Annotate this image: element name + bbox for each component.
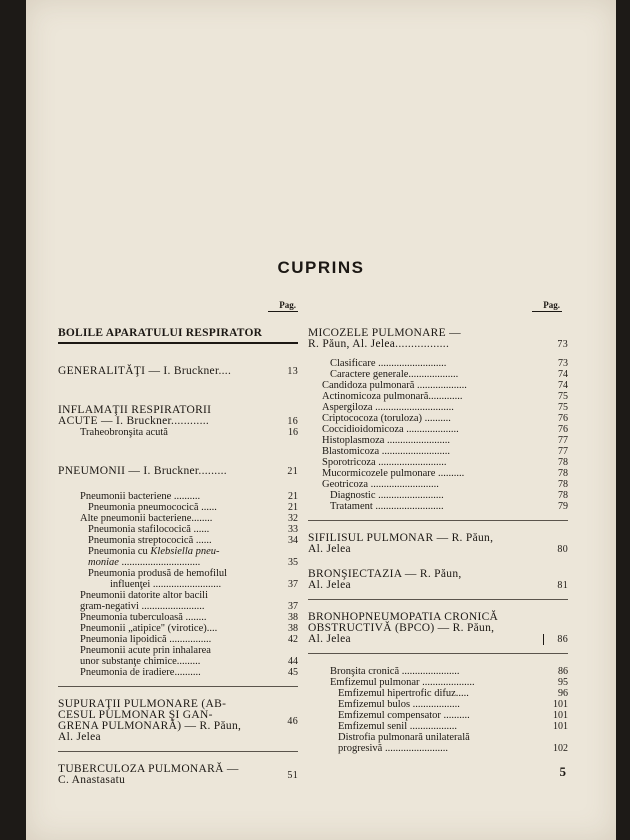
toc-entry: Pneumonia cu Klebsiella pneu- moniae .............................. 35 <box>88 546 298 568</box>
toc-right-column <box>308 300 568 754</box>
toc-entry: Emfizemul senil .................. 101 <box>338 721 568 732</box>
toc-entry: Pneumonia tuberculoasă ........ 38 <box>80 612 298 623</box>
toc-entry: Histoplasmoza ........................ 77 <box>322 435 568 446</box>
toc-entry: Pneumonia produsă de hemofilul influenţei .......................... 37 <box>88 568 298 590</box>
toc-entry: Pneumonia lipoidică ................ 42 <box>80 634 298 645</box>
divider <box>58 686 298 687</box>
toc-entry: Pneumonia streptococică ...... 34 <box>88 535 298 546</box>
toc-entry: Pneumonia stafilococică ...... 33 <box>88 524 298 535</box>
toc-entry: Sporotricoza .......................... 78 <box>322 457 568 468</box>
toc-entry: Pneumonii bacteriene .......... 21 <box>80 491 298 502</box>
toc-entry: SIFILISUL PULMONAR — R. Păun, Al. Jelea 80 <box>308 532 568 555</box>
toc-entry: BRONHOPNEUMOPATIA CRONICĂ OBSTRUCTIVĂ (BPCO) — R. Păun, Al. Jelea 86 <box>308 611 568 645</box>
toc-entry: Caractere generale................... 74 <box>330 369 568 380</box>
toc-entry: Pneumonia de iradiere.......... 45 <box>80 667 298 678</box>
toc-entry: Mucormicozele pulmonare .......... 78 <box>322 468 568 479</box>
divider <box>308 520 568 521</box>
page-column-header: Pag. <box>268 300 298 312</box>
divider <box>308 599 568 600</box>
toc-entry: MICOZELE PULMONARE — R. Păun, Al. Jelea................. 73 <box>308 327 568 350</box>
toc-entry: PNEUMONII — I. Bruckner......... 21 <box>58 465 298 477</box>
toc-entry: Pneumonii acute prin inhalarea unor substanţe chimice......... 44 <box>80 645 298 667</box>
toc-entry: Actinomicoza pulmonară............. 75 <box>322 391 568 402</box>
page-number: 5 <box>559 764 566 779</box>
toc-entry: GENERALITĂŢI — I. Bruckner.... 13 <box>58 365 298 377</box>
toc-entry: INFLAMAŢII RESPIRATORII ACUTE — I. Bruckner............ 16 <box>58 404 298 427</box>
toc-entry: Pneumonii „atipice" (virotice).... 38 <box>80 623 298 634</box>
toc-entry: Clasificare .......................... 73 <box>330 358 568 369</box>
toc-entry: Geotricoza .......................... 78 <box>322 479 568 490</box>
toc-entry: Criptococoza (toruloza) .......... 76 <box>322 413 568 424</box>
toc-entry: Aspergiloza .............................. 75 <box>322 402 568 413</box>
toc-entry: Pneumonia pneumococică ...... 21 <box>88 502 298 513</box>
toc-entry: Coccidioidomicoza .................... 76 <box>322 424 568 435</box>
toc-entry: SUPURAŢII PULMONARE (AB- CESUL PULMONAR ŞI GAN- GRENA PULMONARĂ) — R. Păun, Al. Jelea 46 <box>58 698 298 743</box>
page-title: CUPRINS <box>277 258 365 277</box>
toc-entry: Alte pneumonii bacteriene........ 32 <box>80 513 298 524</box>
toc-entry: Emfizemul compensator .......... 101 <box>338 710 568 721</box>
toc-left-column <box>58 300 298 786</box>
toc-entry: Emfizemul pulmonar .................... 95 <box>330 677 568 688</box>
toc-entry: Pneumonii datorite altor bacili gram-negativi ........................ 37 <box>80 590 298 612</box>
book-page <box>26 0 616 840</box>
toc-entry: Blastomicoza .......................... 77 <box>322 446 568 457</box>
page-column-header: Pag. <box>532 300 562 312</box>
divider <box>58 751 298 752</box>
toc-entry: Emfizemul hipertrofic difuz..... 96 <box>338 688 568 699</box>
toc-entry: BRONŞIECTAZIA — R. Păun, Al. Jelea 81 <box>308 568 568 591</box>
section-title: BOLILE APARATULUI RESPIRATOR <box>58 328 298 344</box>
toc-entry: Traheobronşita acută 16 <box>80 427 298 438</box>
toc-entry: Candidoza pulmonară ................... 74 <box>322 380 568 391</box>
toc-entry: Distrofia pulmonară unilaterală progresivă ........................ 102 <box>338 732 568 754</box>
toc-entry: Emfizemul bulos .................. 101 <box>338 699 568 710</box>
divider <box>308 653 568 654</box>
toc-entry: Tratament .......................... 79 <box>330 501 568 512</box>
toc-entry: Diagnostic ......................... 78 <box>330 490 568 501</box>
toc-entry: TUBERCULOZA PULMONARĂ — C. Anastasatu 51 <box>58 763 298 786</box>
toc-entry: Bronşita cronică ...................... 86 <box>330 666 568 677</box>
